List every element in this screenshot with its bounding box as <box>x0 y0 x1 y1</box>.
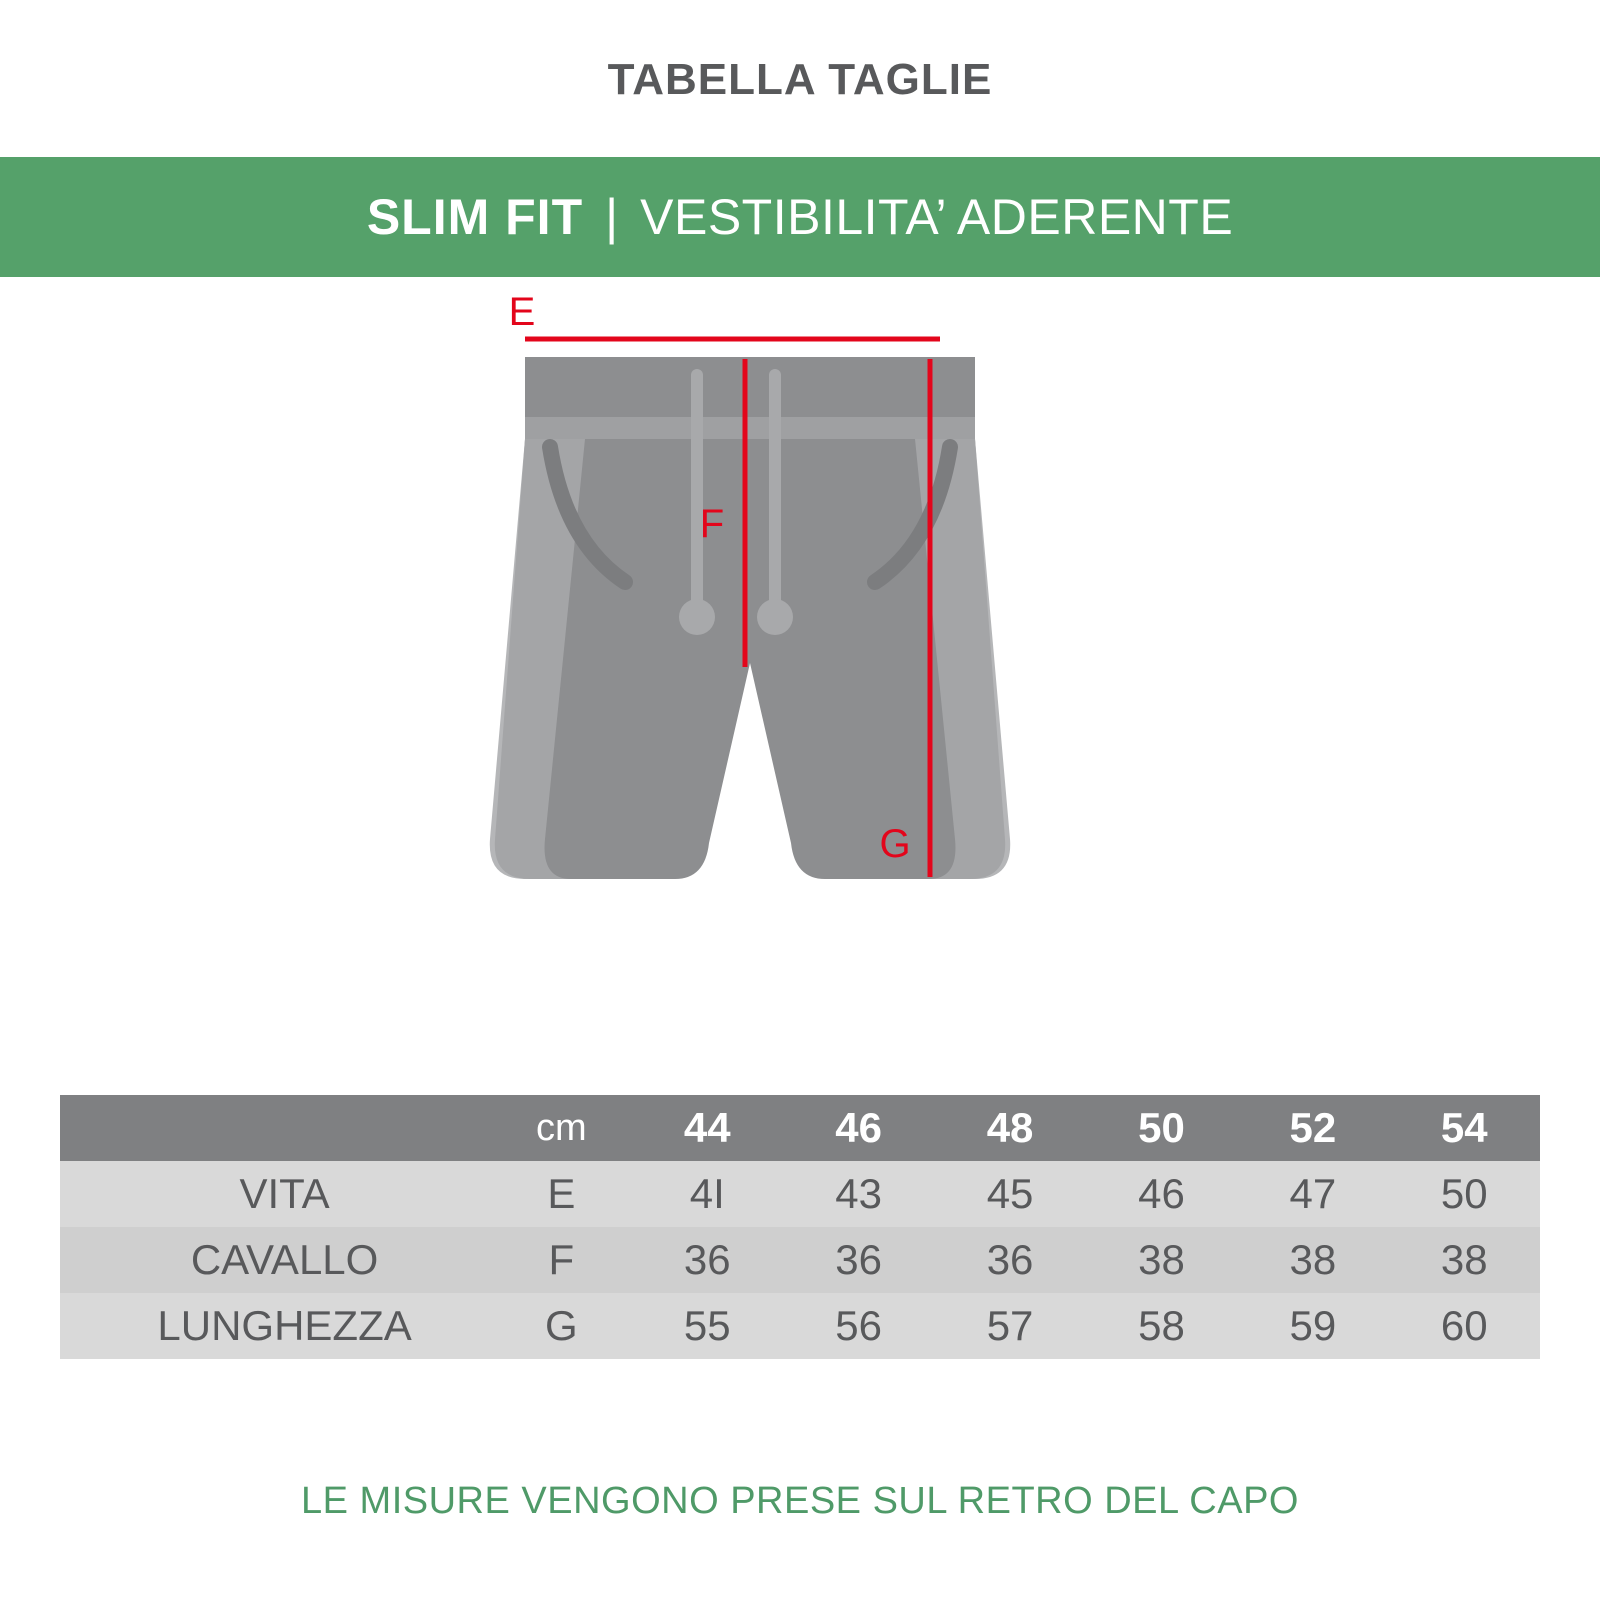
cell-lunghezza-50: 58 <box>1138 1302 1185 1349</box>
cell-cavallo-48: 36 <box>986 1236 1034 1283</box>
cell-lunghezza-54: 60 <box>1440 1302 1488 1349</box>
header-unit: cm <box>536 1106 587 1149</box>
size-table <box>60 1095 1540 1359</box>
shorts-icon <box>250 277 1350 977</box>
table-header-row <box>60 1095 1540 1161</box>
cell-cavallo-44: 36 <box>683 1236 731 1283</box>
measure-label-waist: E <box>508 290 536 334</box>
header-size-44: 44 <box>683 1104 731 1151</box>
fit-name: SLIM FIT <box>366 189 584 245</box>
cell-vita-52: 47 <box>1289 1170 1337 1217</box>
header-size-48: 48 <box>986 1104 1034 1151</box>
row-letter-cavallo: F <box>548 1236 575 1283</box>
cell-vita-44: 4I <box>689 1170 725 1217</box>
fit-description: VESTIBILITA’ ADERENTE <box>640 189 1234 245</box>
cell-vita-54: 50 <box>1440 1170 1488 1217</box>
table-row <box>60 1293 1540 1359</box>
header-size-50: 50 <box>1138 1104 1185 1151</box>
row-letter-lunghezza: G <box>545 1302 578 1349</box>
row-label-vita: VITA <box>239 1170 330 1217</box>
header-blank <box>60 1095 491 1161</box>
cell-cavallo-50: 38 <box>1138 1236 1185 1283</box>
cell-lunghezza-46: 56 <box>835 1302 882 1349</box>
page-title: TABELLA TAGLIE <box>607 55 993 104</box>
table-row <box>60 1161 1540 1227</box>
row-label-lunghezza: LUNGHEZZA <box>157 1302 412 1349</box>
cell-vita-48: 45 <box>986 1170 1034 1217</box>
cell-cavallo-52: 38 <box>1289 1236 1337 1283</box>
row-label-cavallo: CAVALLO <box>190 1236 379 1283</box>
table-row <box>60 1227 1540 1293</box>
header-size-54: 54 <box>1440 1104 1488 1151</box>
measure-label-length: G <box>879 822 911 866</box>
cell-cavallo-46: 36 <box>835 1236 882 1283</box>
fit-banner <box>0 157 1600 277</box>
garment-illustration <box>0 277 1600 1037</box>
fit-separator: | <box>605 189 619 245</box>
size-table-container <box>60 1095 1540 1359</box>
footer-note: LE MISURE VENGONO PRESE SUL RETRO DEL CAPO <box>301 1480 1299 1522</box>
measure-label-crotch: F <box>699 502 725 546</box>
cell-vita-50: 46 <box>1138 1170 1185 1217</box>
cell-lunghezza-44: 55 <box>683 1302 731 1349</box>
cell-lunghezza-52: 59 <box>1289 1302 1337 1349</box>
header-size-46: 46 <box>835 1104 882 1151</box>
header-size-52: 52 <box>1289 1104 1337 1151</box>
cell-cavallo-54: 38 <box>1440 1236 1488 1283</box>
row-letter-vita: E <box>547 1170 576 1217</box>
cell-vita-46: 43 <box>835 1170 882 1217</box>
cell-lunghezza-48: 57 <box>986 1302 1034 1349</box>
